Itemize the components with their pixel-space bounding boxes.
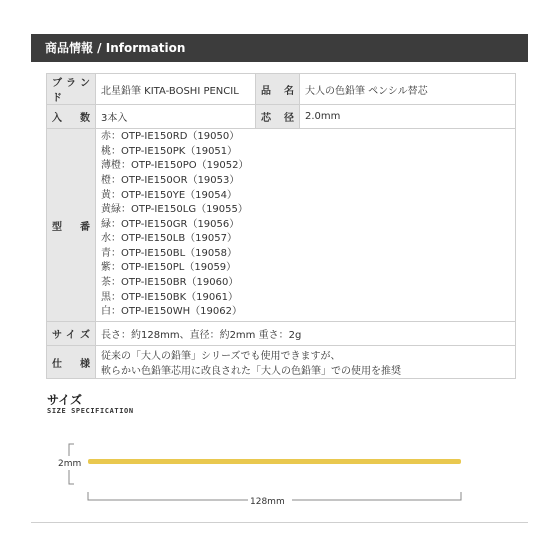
diameter-label: 2mm [58,459,82,469]
list-item: 茶：OTP-IE150BR（19060） [101,277,239,289]
list-item: 水：OTP-IE150LB（19057） [101,233,237,245]
spec-label: 仕 様 [47,346,96,379]
list-item: 青：OTP-IE150BL（19058） [101,247,237,259]
list-item: 橙：OTP-IE150OR（19053） [101,174,240,186]
spec-line-1: 従来の「大人の鉛筆」シリーズでも使用できますが、 [101,351,341,362]
size-section-subtitle: SIZE SPECIFICATION [47,407,134,415]
core-label: 芯 径 [256,105,300,129]
bottom-divider [31,522,528,523]
length-label: 128mm [250,497,285,507]
pencil-lead [88,459,461,464]
brand-label: ブランド [47,74,96,105]
size-label: サイズ [47,322,96,346]
spec-line-2: 軟らかい色鉛筆芯用に改良された「大人の色鉛筆」での使用を推奨 [101,366,401,377]
list-item: 黄：OTP-IE150YE（19054） [101,189,237,201]
name-value: 大人の色鉛筆 ペンシル替芯 [300,74,516,105]
qty-value: 3本入 [96,105,256,129]
qty-label: 入 数 [47,105,96,129]
list-item: 白：OTP-IE150WH（19062） [101,306,242,318]
name-label: 品 名 [256,74,300,105]
list-item: 緑：OTP-IE150GR（19056） [101,218,240,230]
list-item: 黒：OTP-IE150BK（19061） [101,291,238,303]
section-header-title: 商品情報 / Information [45,41,186,55]
list-item: 黄緑：OTP-IE150LG（19055） [101,204,248,216]
model-label: 型 番 [47,129,96,322]
list-item: 桃：OTP-IE150PK（19051） [101,145,238,157]
list-item: 紫：OTP-IE150PL（19059） [101,262,237,274]
size-section-title: サイズ [47,393,83,407]
core-value: 2.0mm [300,105,516,129]
brand-value: 北星鉛筆 KITA-BOSHI PENCIL [96,74,256,105]
list-item: 薄橙：OTP-IE150PO（19052） [101,160,249,172]
size-value: 長さ：約128mm、直径：約2mm 重さ：2g [96,322,516,346]
list-item: 赤：OTP-IE150RD（19050） [101,131,240,143]
